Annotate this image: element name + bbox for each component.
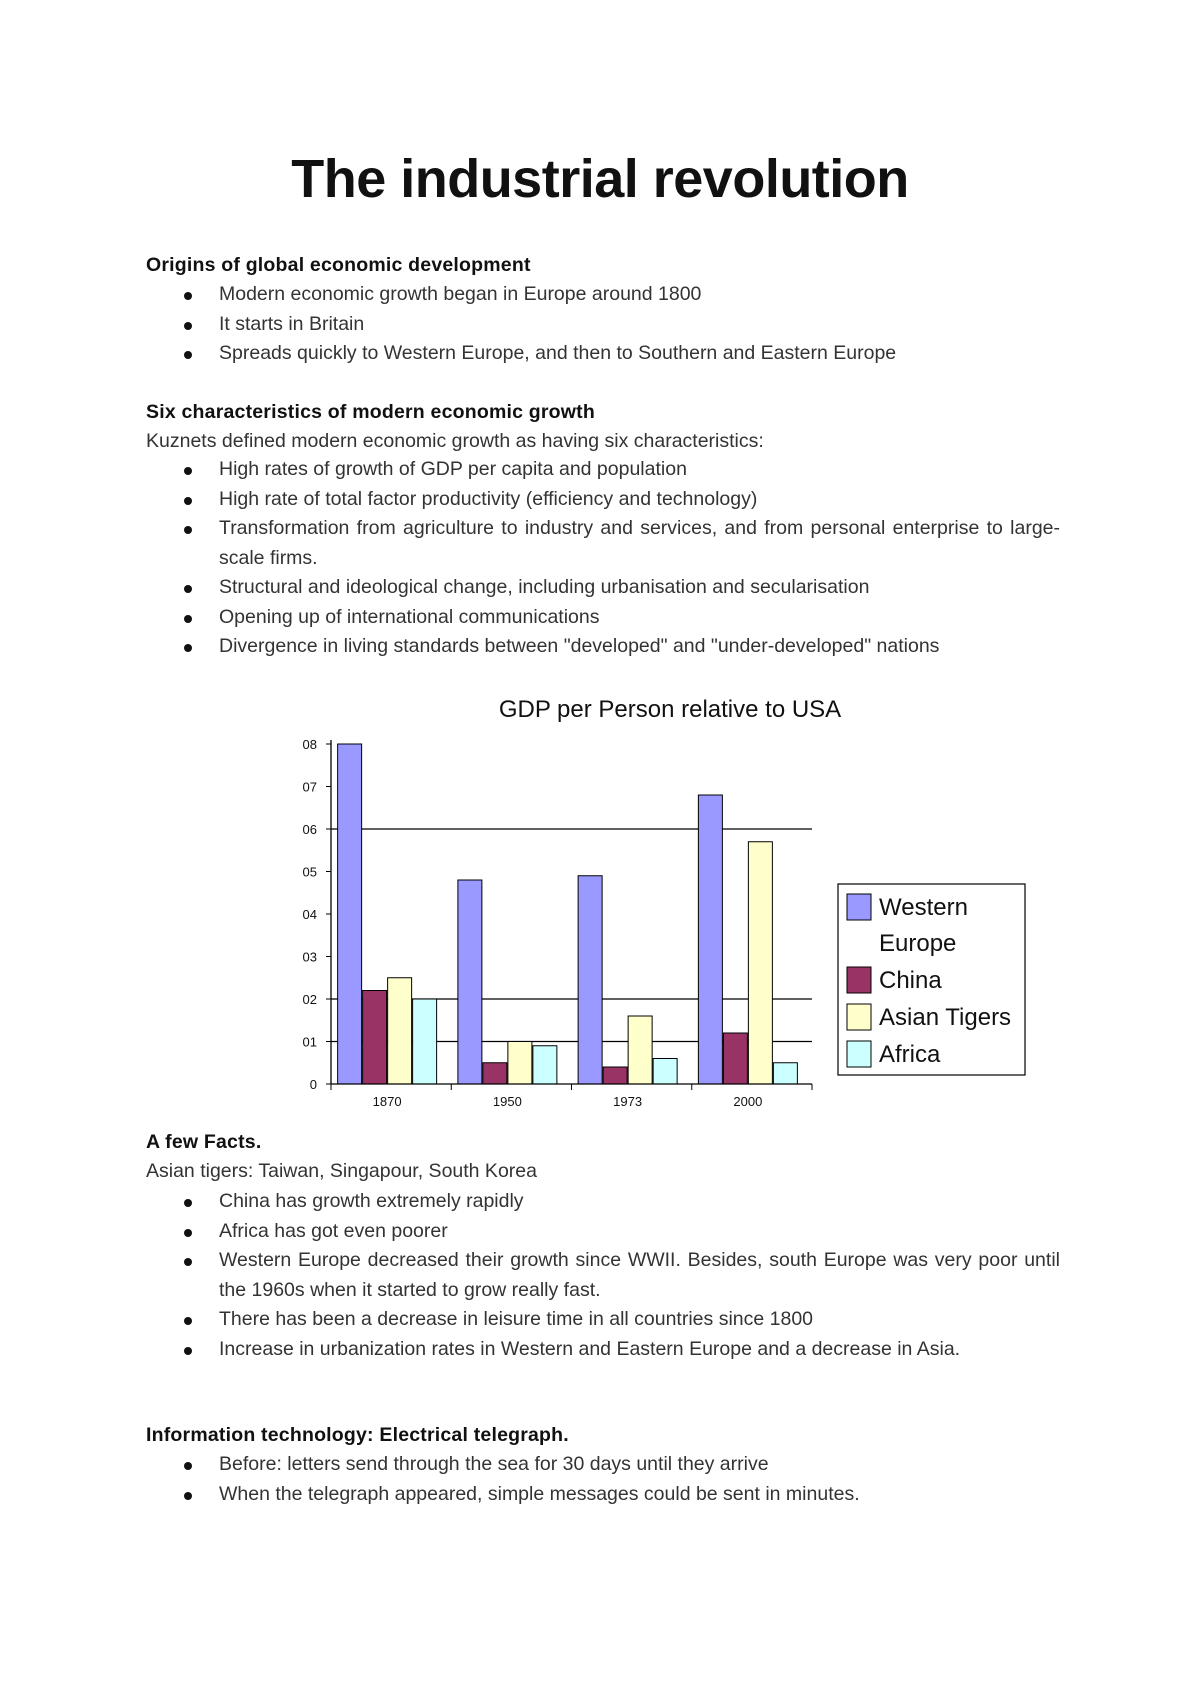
list-item: Spreads quickly to Western Europe, and then to Southern and Eastern Europe: [146, 339, 1060, 369]
bar-africa-1870: [413, 999, 437, 1084]
bullet-icon: [184, 526, 192, 534]
list-item: When the telegraph appeared, simple messages could be sent in minutes.: [146, 1480, 1060, 1510]
list-item: Structural and ideological change, including urbanisation and secularisation: [146, 573, 1060, 603]
legend-swatch-china: [847, 967, 871, 993]
bar-china-1950: [483, 1063, 507, 1084]
bar-china-1870: [363, 991, 387, 1085]
y-tick-label: 02: [302, 992, 317, 1007]
bullet-icon: [184, 322, 192, 330]
page-title: The industrial revolution: [291, 149, 909, 209]
section-intro-facts: Asian tigers: Taiwan, Singapour, South Korea: [146, 1160, 537, 1182]
legend-swatch-western-europe: [847, 894, 871, 920]
section-intro-six-characteristics: Kuznets defined modern economic growth as having six characteristics:: [146, 430, 764, 452]
bar-western-europe-1973: [578, 876, 602, 1084]
chart-bars: [338, 744, 798, 1084]
list-item: Increase in urbanization rates in Western and Eastern Europe and a decrease in Asia.: [146, 1335, 1060, 1365]
bullet-icon: [184, 1492, 192, 1500]
bullet-icon: [184, 351, 192, 359]
legend-swatch-asian-tigers: [847, 1004, 871, 1030]
list-item: Divergence in living standards between "developed" and "under-developed" nations: [146, 632, 1060, 662]
bar-china-1973: [603, 1067, 627, 1084]
y-tick-label: 03: [302, 949, 317, 965]
bar-asian-tigers-2000: [748, 842, 772, 1084]
bullet-icon: [184, 615, 192, 623]
bullet-icon: [184, 497, 192, 505]
bullet-icon: [184, 1347, 192, 1355]
bar-asian-tigers-1973: [628, 1016, 652, 1084]
section-heading-facts: A few Facts.: [146, 1131, 262, 1153]
bar-western-europe-1950: [458, 880, 482, 1084]
gdp-chart-svg: [280, 686, 1040, 1106]
x-tick-label: 1973: [613, 1094, 643, 1106]
section-heading-origins: Origins of global economic development: [146, 254, 531, 276]
bar-africa-1950: [533, 1046, 557, 1084]
bullet-icon: [184, 1317, 192, 1325]
legend-label: Western: [879, 894, 968, 921]
x-tick-label: 1950: [492, 1094, 522, 1106]
bar-asian-tigers-1870: [388, 978, 412, 1084]
bullet-list-six-characteristics: [146, 455, 1060, 662]
list-item: Modern economic growth began in Europe around 1800: [146, 280, 1060, 310]
chart-title: GDP per Person relative to USA: [498, 696, 842, 723]
bullet-icon: [184, 1199, 192, 1207]
y-tick-label: 04: [302, 907, 317, 922]
y-tick-label: 07: [302, 779, 317, 795]
y-tick-label: 06: [302, 822, 317, 837]
bar-africa-1973: [653, 1059, 677, 1085]
bullet-list-information-technology: [146, 1450, 1060, 1509]
bullet-icon: [184, 1258, 192, 1266]
legend-label: Africa: [879, 1041, 941, 1068]
bullet-icon: [184, 1229, 192, 1237]
legend-swatch-africa: [847, 1041, 871, 1067]
y-tick-label: 05: [302, 864, 317, 880]
bullet-icon: [184, 1462, 192, 1470]
x-tick-label: 2000: [733, 1094, 763, 1106]
bar-africa-2000: [773, 1063, 797, 1084]
bullet-icon: [184, 467, 192, 475]
legend-label: Asian Tigers: [879, 1004, 1012, 1031]
list-item: Western Europe decreased their growth since WWII. Besides, south Europe was very poor until the 1960s when it started to grow really fast.: [146, 1246, 1060, 1305]
bar-western-europe-1870: [338, 744, 362, 1084]
chart-legend: [838, 884, 1025, 1075]
section-heading-information-technology: Information technology: Electrical telegraph.: [146, 1424, 569, 1446]
list-item: High rate of total factor productivity (efficiency and technology): [146, 485, 1060, 515]
bullet-list-facts: [146, 1187, 1060, 1364]
gdp-chart: [280, 686, 1040, 1106]
bar-china-2000: [723, 1033, 747, 1084]
list-item: High rates of growth of GDP per capita and population: [146, 455, 1060, 485]
x-tick-label: 1870: [372, 1094, 402, 1106]
bullet-icon: [184, 292, 192, 300]
list-item: Before: letters send through the sea for 30 days until they arrive: [146, 1450, 1060, 1480]
bullet-list-origins: [146, 280, 1060, 369]
bullet-icon: [184, 585, 192, 593]
section-heading-six-characteristics: Six characteristics of modern economic growth: [146, 401, 595, 423]
list-item: Transformation from agriculture to industry and services, and from personal enterprise to large-scale firms.: [146, 514, 1060, 573]
legend-label: Europe: [879, 930, 957, 957]
y-tick-label: 0: [309, 1077, 317, 1092]
legend-label: China: [879, 967, 942, 994]
y-tick-label: 08: [302, 737, 317, 752]
bar-western-europe-2000: [698, 795, 722, 1084]
list-item: Opening up of international communications: [146, 603, 1060, 633]
list-item: There has been a decrease in leisure time in all countries since 1800: [146, 1305, 1060, 1335]
list-item: Africa has got even poorer: [146, 1217, 1060, 1247]
bullet-icon: [184, 644, 192, 652]
list-item: It starts in Britain: [146, 310, 1060, 340]
y-tick-label: 01: [302, 1034, 317, 1050]
bar-asian-tigers-1950: [508, 1042, 532, 1085]
list-item: China has growth extremely rapidly: [146, 1187, 1060, 1217]
